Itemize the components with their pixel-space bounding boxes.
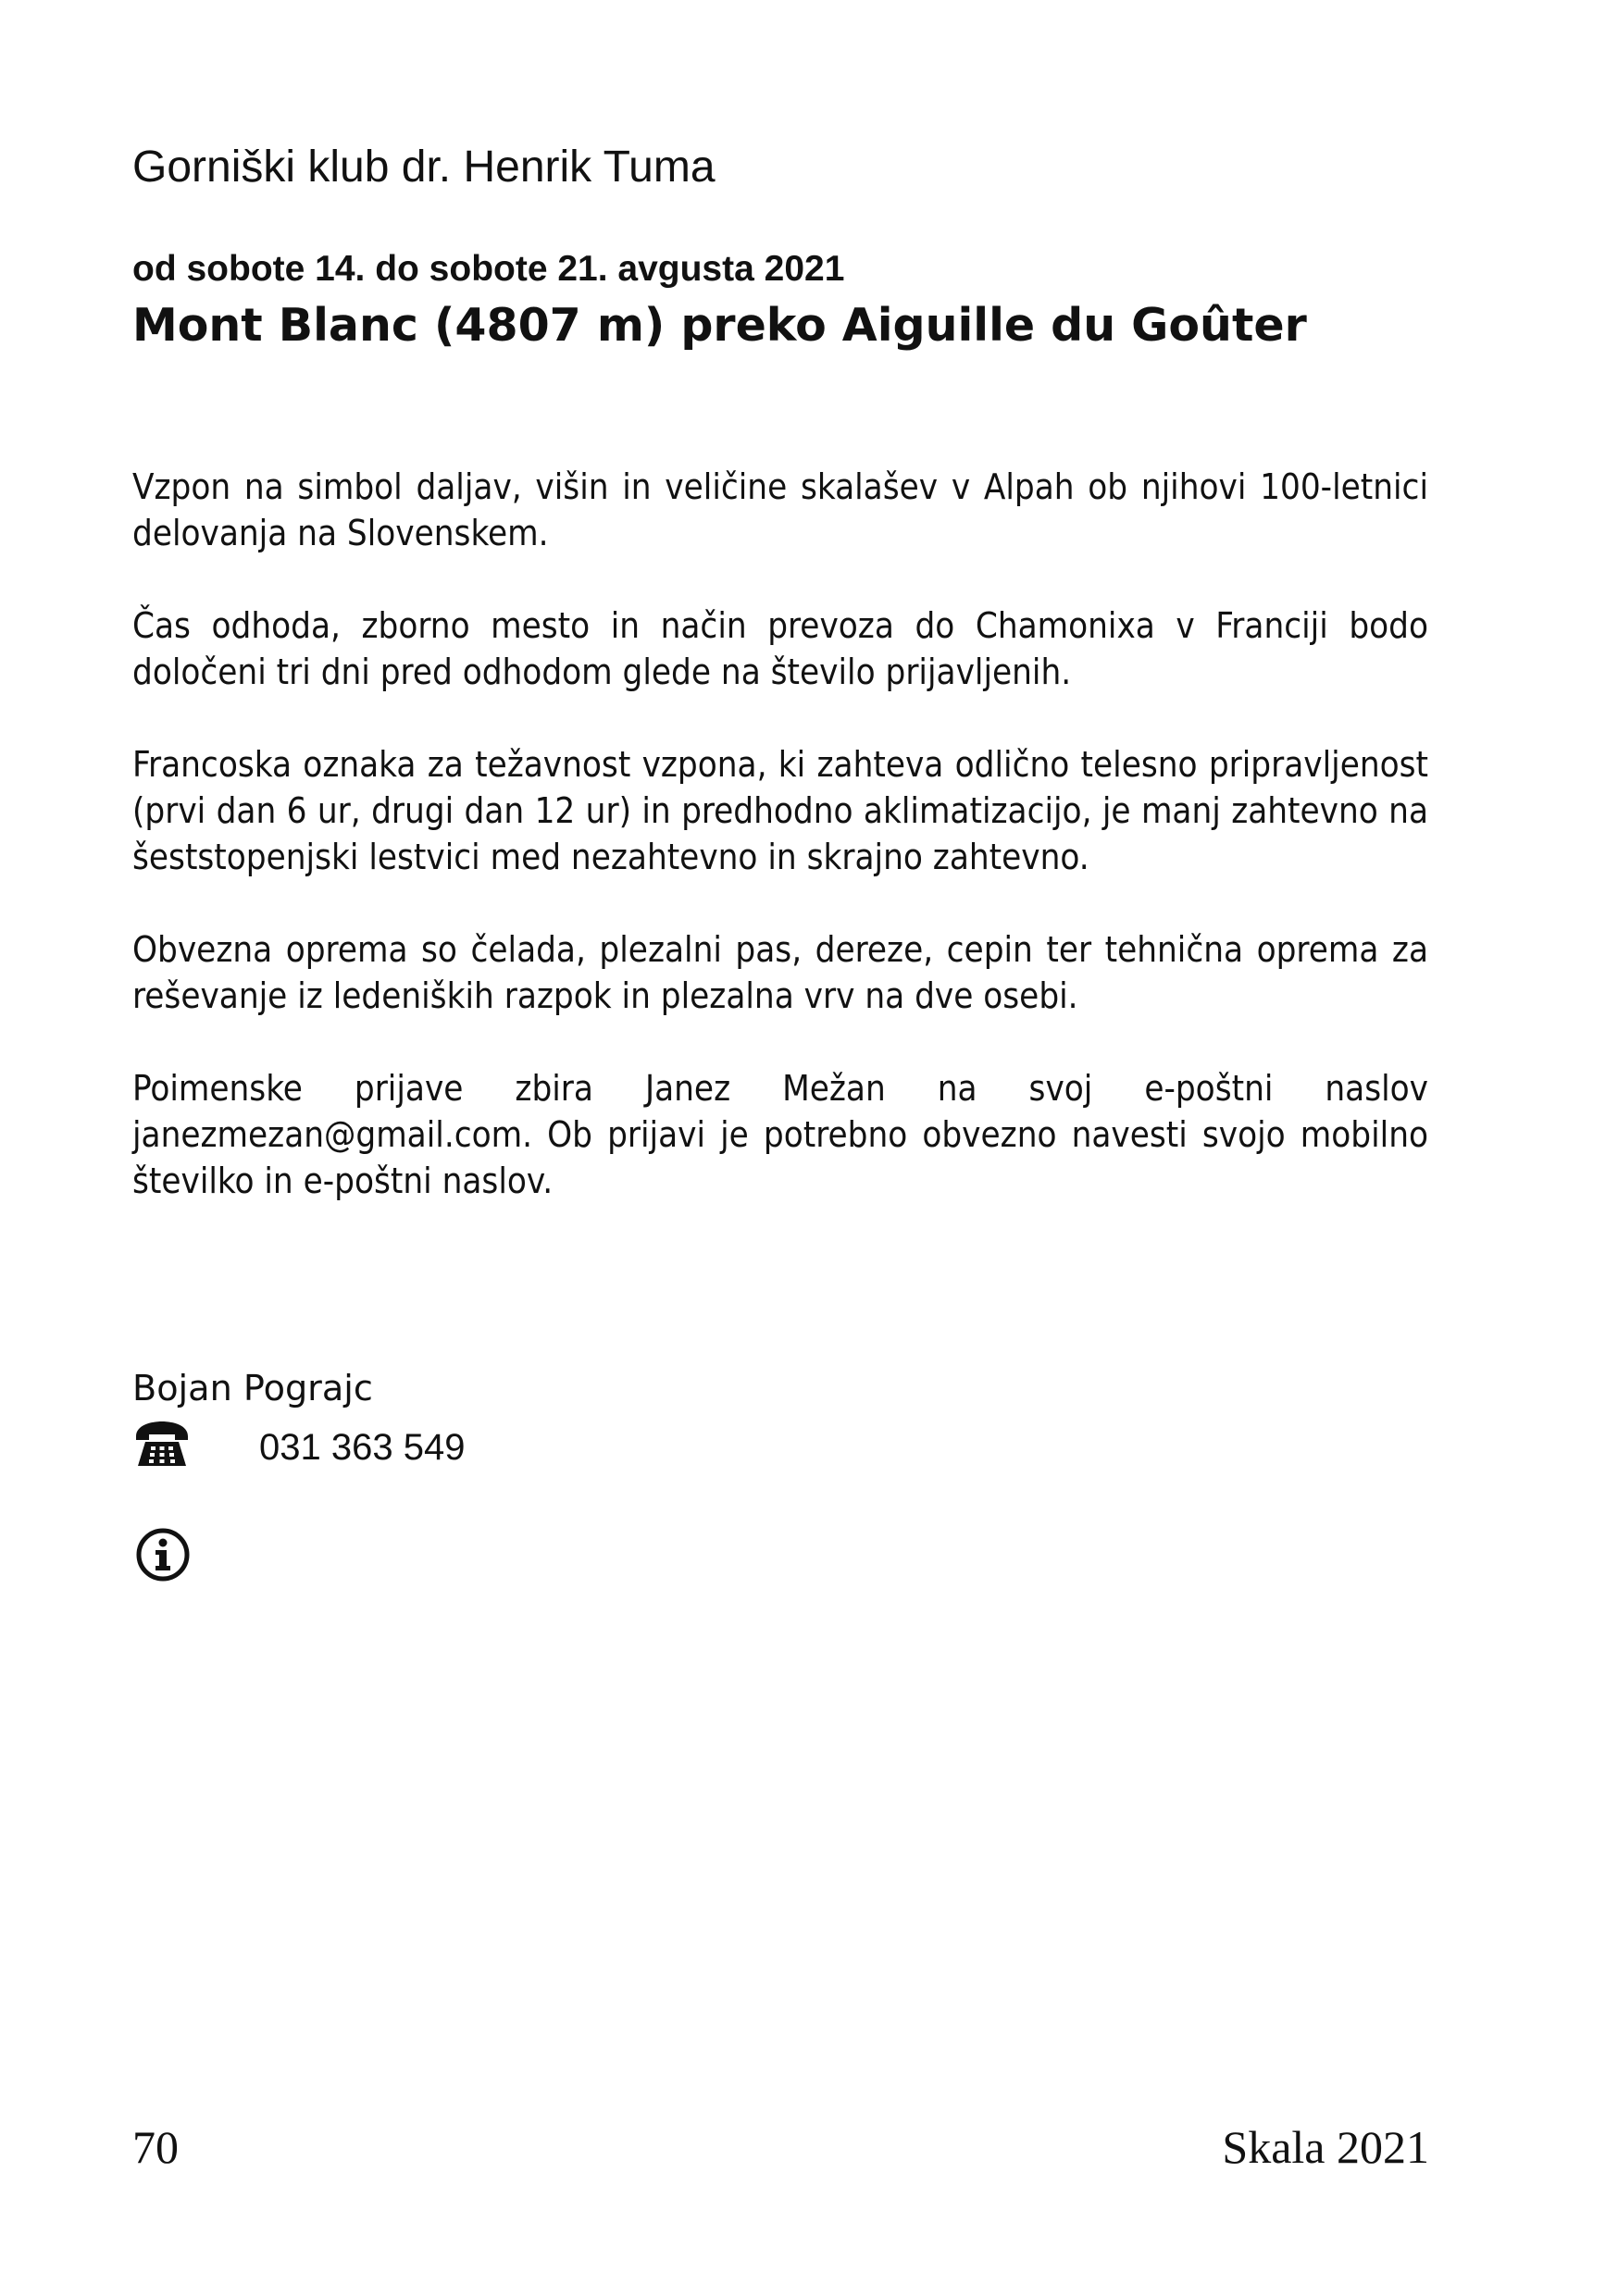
contact-name: Bojan Pograjc bbox=[132, 1369, 373, 1409]
info-icon bbox=[135, 1527, 191, 1582]
paragraph-registration: Poimenske prijave zbira Janez Mežan na svoj e-poštni naslov janezmezan@gmail.com. Ob prijavi je potrebno obvezno navesti svojo mobilno številko in e-poštni naslov. bbox=[132, 1069, 1428, 1202]
contact-phone-row bbox=[132, 1418, 873, 1473]
club-name: Gorniški klub dr. Henrik Tuma bbox=[132, 143, 716, 192]
paragraph-difficulty: Francoska oznaka za težavnost vzpona, ki zahteva odlično telesno pripravljenost (prvi dan 6 ur, drugi dan 12 ur) in predhodno aklimatizacijo, je manj zahtevno na šeststopenjski lestvici med nezahtevno in skrajno zahtevno. bbox=[132, 745, 1428, 878]
publication-title: Skala 2021 bbox=[1222, 2121, 1429, 2173]
paragraph-departure: Čas odhoda, zborno mesto in način prevoza do Chamonixa v Franciji bodo določeni tri dni pred odhodom glede na število prijavljenih. bbox=[132, 606, 1428, 693]
event-description bbox=[132, 465, 1428, 1251]
page-number: 70 bbox=[132, 2121, 179, 2173]
telephone-icon bbox=[132, 1418, 192, 1471]
contact-phone-number: 031 363 549 bbox=[259, 1427, 466, 1468]
paragraph-equipment: Obvezna oprema so čelada, plezalni pas, dereze, cepin ter tehnična oprema za reševanje iz ledeniških razpok in plezalna vrv na dve osebi. bbox=[132, 930, 1428, 1017]
event-dates: od sobote 14. do sobote 21. avgusta 2021 bbox=[132, 249, 845, 289]
paragraph-intro: Vzpon na simbol daljav, višin in veličine skalašev v Alpah ob njihovi 100-letnici delovanja na Slovenskem. bbox=[132, 467, 1428, 554]
page-title: Mont Blanc (4807 m) preko Aiguille du Goûter bbox=[132, 299, 1307, 352]
